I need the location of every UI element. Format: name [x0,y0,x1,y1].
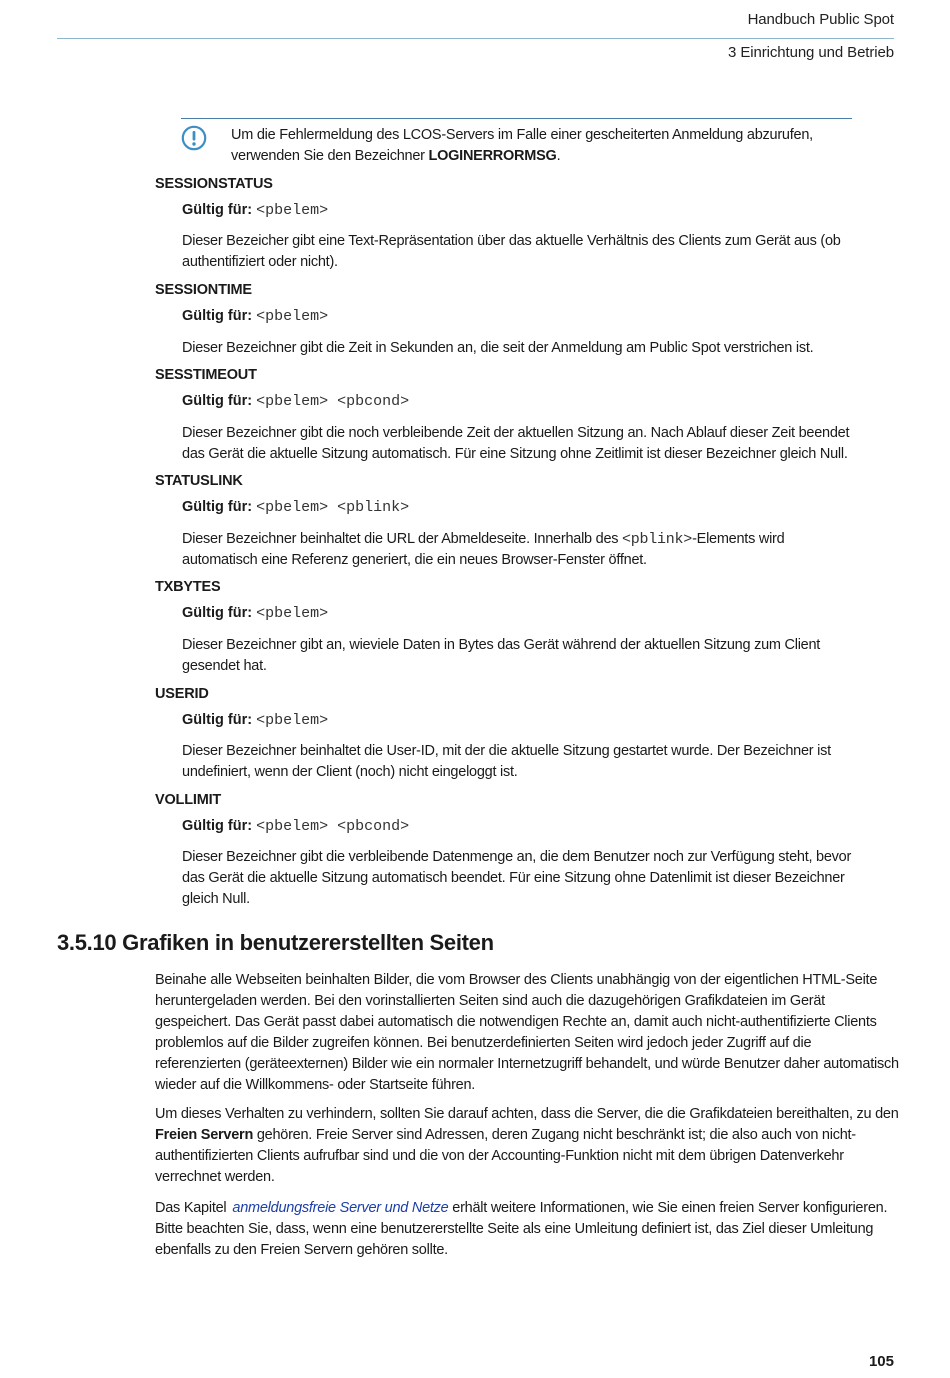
info-exclamation-icon [181,125,207,151]
term-vollimit: VOLLIMIT [155,792,222,808]
valid-for-sessiontime: Gültig für: <pbelem> [182,308,329,325]
header-divider [57,38,894,39]
desc-txbytes: Dieser Bezeichner gibt an, wieviele Daten in Bytes das Gerät während der aktuellen Sitzung zum Client gesendet hat. [182,637,821,674]
desc-userid: Dieser Bezeichner beinhaltet die User-ID, mit der die aktuelle Sitzung gestartet wurde. Der Bezeichner ist undefiniert, wenn der Client (noch) nicht eingeloggt ist. [182,743,831,780]
desc-sessiontime: Dieser Bezeichner gibt die Zeit in Sekunden an, die seit der Anmeldung am Public Spot verstrichen ist. [182,340,814,356]
section-paragraph-3: Das Kapitel anmeldungsfreie Server und Netze erhält weitere Informationen, wie Sie einen freien Server konfigurieren. Bitte beachten Sie, dass, wenn eine benutzererstellte Seite als eine Umleitung definiert ist, das Ziel dieser Umleitung ebenfalls zu den Freien Servern gehören sollte. [155,1200,888,1258]
section-heading: 3.5.10 Grafiken in benutzererstellten Seiten [57,930,494,955]
valid-for-txbytes: Gültig für: <pbelem> [182,605,329,622]
section-paragraph-1: Beinahe alle Webseiten beinhalten Bilder, die vom Browser des Clients unabhängig von der eigentlichen HTML-Seite heruntergeladen werden. Bei den vorinstallierten Seiten sind auch die dazugehörigen Grafikdateien im Gerät gespeichert. Das Gerät passt dabei automatisch die notwendigen Rechte an, damit auch nicht-authentifizierte Clients problemlos auf die Bilder zugreifen können. Bei benutzerdefinierten Seiten wird jedoch jeder Zugriff auf die referenzierten (geräteexternen) Bilder wie ein normaler Internetzugriff behandelt, und würde Benutzer daher automatisch wieder auf die Willkommens- oder Startseite führen. [155,972,899,1093]
valid-for-vollimit: Gültig für: <pbelem> <pbcond> [182,818,410,835]
desc-statuslink: Dieser Bezeichner beinhaltet die URL der Abmeldeseite. Innerhalb des <pblink>-Elements wird automatisch eine Referenz generiert, die ein neues Browser-Fenster öffnet. [182,531,785,568]
section-paragraph-2: Um dieses Verhalten zu verhindern, sollten Sie darauf achten, dass die Server, die die Grafikdateien bereithalten, zu den Freien Servern gehören. Freie Server sind Adressen, deren Zugang nicht beschränkt ist; die also auch von nicht-authentifizierten Clients aufrufbar sind und die von der Accounting-Funktion nicht mit dem übrigen Datenverkehr verrechnet werden. [155,1106,899,1185]
term-sessiontime: SESSIONTIME [155,282,252,298]
header-title: Handbuch Public Spot [747,11,894,28]
term-sessionstatus: SESSIONSTATUS [155,176,273,192]
desc-sesstimeout: Dieser Bezeichner gibt die noch verbleibende Zeit der aktuellen Sitzung an. Nach Ablauf dieser Zeit beendet das Gerät die aktuelle Sitzung automatisch. Für eine Sitzung ohne Zeitlimit ist dieser Bezeichner gleich Null. [182,425,850,462]
valid-for-sesstimeout: Gültig für: <pbelem> <pbcond> [182,393,410,410]
term-sesstimeout: SESSTIMEOUT [155,367,257,383]
header-chapter: 3 Einrichtung und Betrieb [728,44,894,61]
note-keyword: LOGINERRORMSG [428,148,557,164]
free-servers-link[interactable]: anmeldungsfreie Server und Netze [232,1200,449,1216]
desc-sessionstatus: Dieser Bezeicher gibt eine Text-Repräsentation über das aktuelle Verhältnis des Clients zum Gerät aus (ob authentifiziert oder nicht). [182,233,841,270]
valid-for-statuslink: Gültig für: <pbelem> <pblink> [182,499,410,516]
term-txbytes: TXBYTES [155,579,221,595]
note-divider [181,118,852,119]
desc-vollimit: Dieser Bezeichner gibt die verbleibende Datenmenge an, die dem Benutzer noch zur Verfügung steht, bevor das Gerät die aktuelle Sitzung automatisch beendet. Für eine Sitzung ohne Datenlimit ist dieser Bezeichner gleich Null. [182,849,852,907]
page-number: 105 [868,1353,894,1370]
term-statuslink: STATUSLINK [155,473,243,489]
valid-for-sessionstatus: Gültig für: <pbelem> [182,202,329,219]
note-text: Um die Fehlermeldung des LCOS-Servers im Falle einer gescheiterten Anmeldung abzurufen, verwenden Sie den Bezeichner LOGINERRORMSG. [231,127,813,164]
valid-for-userid: Gültig für: <pbelem> [182,712,329,729]
term-userid: USERID [155,686,209,702]
